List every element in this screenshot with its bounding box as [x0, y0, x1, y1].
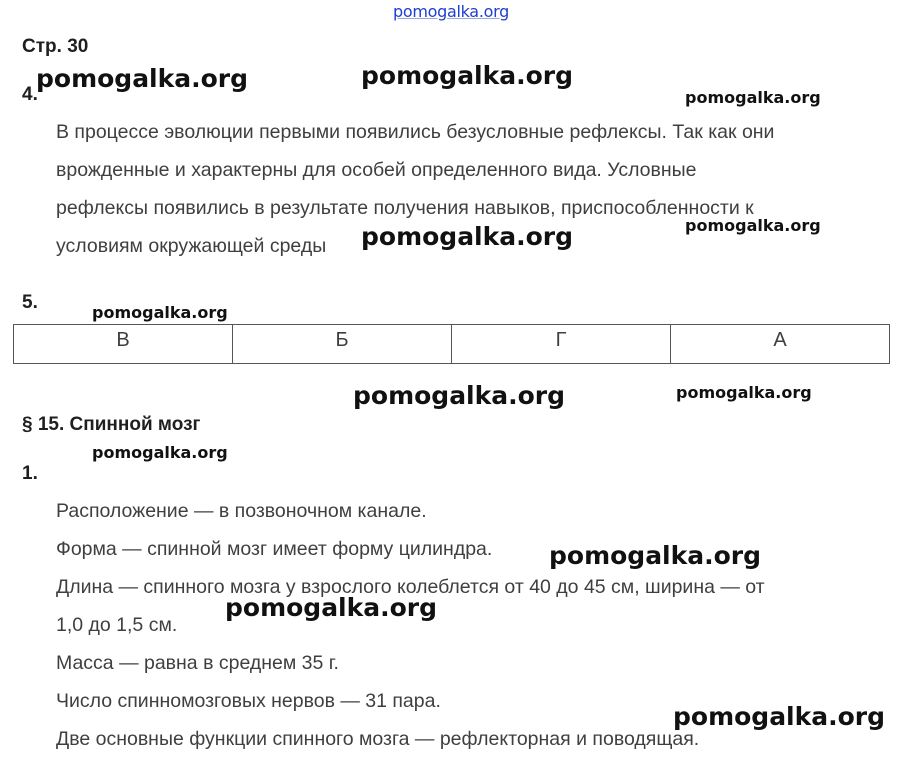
section-question-1-answer	[56, 492, 765, 758]
answer-line: 1,0 до 1,5 см.	[56, 614, 178, 636]
answer-table	[13, 324, 890, 364]
watermark: pomogalka.org	[361, 222, 574, 251]
answer-cell: Б	[233, 325, 452, 364]
watermark: pomogalka.org	[361, 61, 574, 90]
watermark: pomogalka.org	[225, 593, 438, 622]
watermark: pomogalka.org	[92, 443, 228, 462]
watermark: pomogalka.org	[685, 88, 821, 107]
answer-line: Форма — спинной мозг имеет форму цилиндра.	[56, 538, 493, 560]
watermark: pomogalka.org	[685, 216, 821, 235]
watermark: pomogalka.org	[549, 541, 762, 570]
answer-line: врожденные и характерны для особей определенного вида. Условные	[56, 159, 697, 181]
answer-cell: Г	[452, 325, 671, 364]
answer-line: Число спинномозговых нервов — 31 пара.	[56, 690, 441, 712]
answer-line: Расположение — в позвоночном канале.	[56, 500, 427, 522]
question-4-number: 4.	[22, 84, 38, 105]
section-title: § 15. Спинной мозг	[22, 414, 201, 435]
answer-line: В процессе эволюции первыми появились безусловные рефлексы. Так как они	[56, 121, 775, 143]
table-row	[14, 325, 890, 364]
answer-line: Длина — спинного мозга у взрослого колеблется от 40 до 45 см, ширина — от	[56, 576, 765, 598]
watermark: pomogalka.org	[673, 702, 886, 731]
question-5-number: 5.	[22, 292, 38, 313]
watermark: pomogalka.org	[353, 381, 566, 410]
answer-line: Две основные функции спинного мозга — рефлекторная и поводящая.	[56, 728, 700, 750]
watermark: pomogalka.org	[676, 383, 812, 402]
watermark-top: pomogalka.org	[393, 2, 509, 21]
watermark: pomogalka.org	[92, 303, 228, 322]
answer-cell: В	[14, 325, 233, 364]
answer-line: Масса — равна в среднем 35 г.	[56, 652, 339, 674]
answer-cell: А	[671, 325, 890, 364]
page-label: Стр. 30	[22, 36, 89, 57]
watermark: pomogalka.org	[36, 64, 249, 93]
answer-line: условиям окружающей среды	[56, 235, 327, 257]
section-question-1-number: 1.	[22, 463, 38, 484]
answer-line: рефлексы появились в результате получения навыков, приспособленности к	[56, 197, 754, 219]
